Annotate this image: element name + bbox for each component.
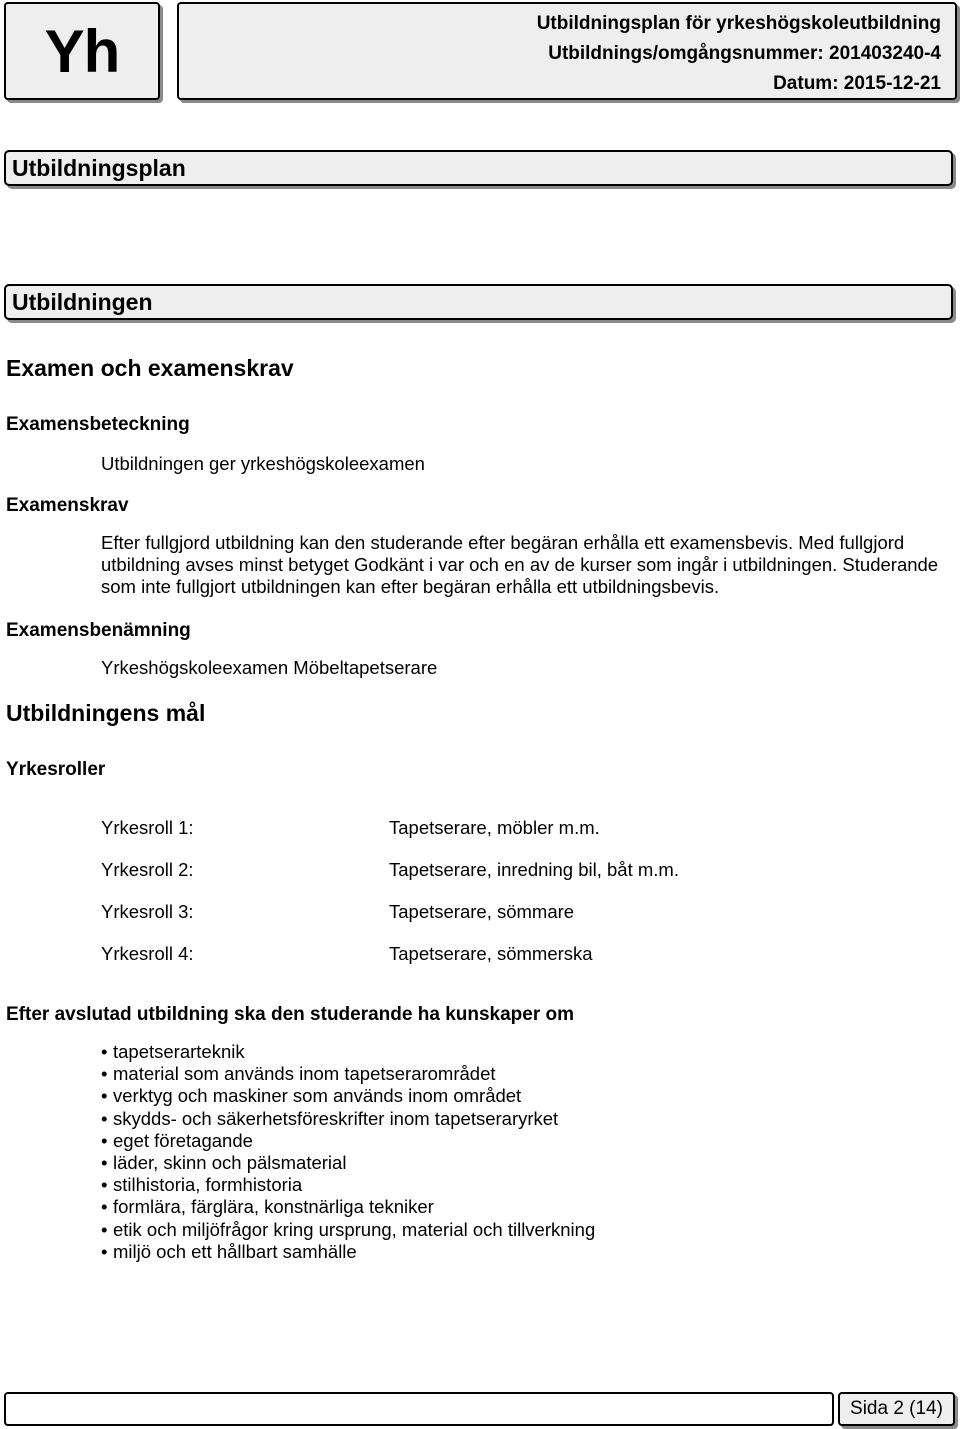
list-item: • formlära, färglära, konstnärliga tekniker (101, 1196, 434, 1218)
examensbenamning-value: Yrkeshögskoleexamen Möbeltapetserare (101, 657, 438, 678)
logo-text: Yh (44, 17, 120, 85)
knowledge-list (101, 1041, 595, 1263)
role-value: Tapetserare, möbler m.m. (389, 817, 600, 838)
goals-heading: Utbildningens mål (6, 700, 206, 726)
bullet-icon: • (101, 1196, 108, 1218)
list-item: • miljö och ett hållbart samhälle (101, 1240, 357, 1262)
role-label: Yrkesroll 2: (101, 859, 194, 880)
section-title: Utbildningen (12, 288, 153, 315)
bullet-icon: • (101, 1152, 108, 1174)
role-value: Tapetserare, sömmerska (389, 943, 593, 964)
knowledge-heading: Efter avslutad utbildning ska den studerande ha kunskaper om (6, 1004, 575, 1025)
page-number-box (838, 1392, 955, 1426)
page-number: Sida 2 (14) (850, 1398, 943, 1419)
list-item: • stilhistoria, formhistoria (101, 1174, 303, 1196)
document-title: Utbildningsplan för yrkeshögskoleutbildning (536, 13, 941, 34)
exam-heading: Examen och examenskrav (6, 355, 294, 381)
footer-frame (4, 1392, 834, 1426)
section-bar-utbildningen (4, 284, 953, 320)
document-header (177, 2, 957, 100)
section-bar-utbildningsplan (4, 150, 953, 186)
bullet-icon: • (101, 1107, 108, 1129)
bullet-icon: • (101, 1240, 108, 1262)
bullet-icon: • (101, 1085, 108, 1107)
role-value: Tapetserare, sömmare (389, 901, 575, 922)
list-item: • eget företagande (101, 1129, 253, 1151)
bullet-icon: • (101, 1218, 108, 1240)
examensbenamning-label: Examensbenämning (6, 620, 191, 641)
examensbeteckning-value: Utbildningen ger yrkeshögskoleexamen (101, 453, 425, 474)
yrkesroller-label: Yrkesroller (6, 759, 106, 780)
bullet-icon: • (101, 1174, 108, 1196)
list-item: • läder, skinn och pälsmaterial (101, 1152, 347, 1174)
bullet-icon: • (101, 1063, 108, 1085)
examensbeteckning-label: Examensbeteckning (6, 414, 190, 435)
list-item: • etik och miljöfrågor kring ursprung, material och tillverkning (101, 1218, 596, 1240)
bullet-icon: • (101, 1129, 108, 1151)
list-item: • skydds- och säkerhetsföreskrifter inom tapetseraryrket (101, 1107, 559, 1129)
role-label: Yrkesroll 3: (101, 901, 194, 922)
role-value: Tapetserare, inredning bil, båt m.m. (389, 859, 679, 880)
list-item: • verktyg och maskiner som används inom området (101, 1085, 522, 1107)
bullet-icon: • (101, 1041, 108, 1062)
role-label: Yrkesroll 4: (101, 943, 194, 964)
list-item: • material som används inom tapetserarområdet (101, 1063, 496, 1085)
document-number: Utbildnings/omgångsnummer: 201403240-4 (548, 43, 941, 64)
document-date: Datum: 2015-12-21 (773, 73, 941, 94)
logo (4, 2, 160, 100)
role-label: Yrkesroll 1: (101, 817, 194, 838)
list-item: • tapetserarteknik (101, 1041, 245, 1062)
examenskrav-label: Examenskrav (6, 495, 129, 516)
examenskrav-text: Efter fullgjord utbildning kan den studerande efter begäran erhålla ett examensbevis. Med fullgjord utbildning avses minst betyget Godkänt i var och en av de kurser som ingår i utbildningen. Studerande som inte fullgjort utbildningen kan efter begäran erhålla ett utbildningsbevis. (101, 532, 939, 597)
section-title: Utbildningsplan (12, 154, 186, 181)
